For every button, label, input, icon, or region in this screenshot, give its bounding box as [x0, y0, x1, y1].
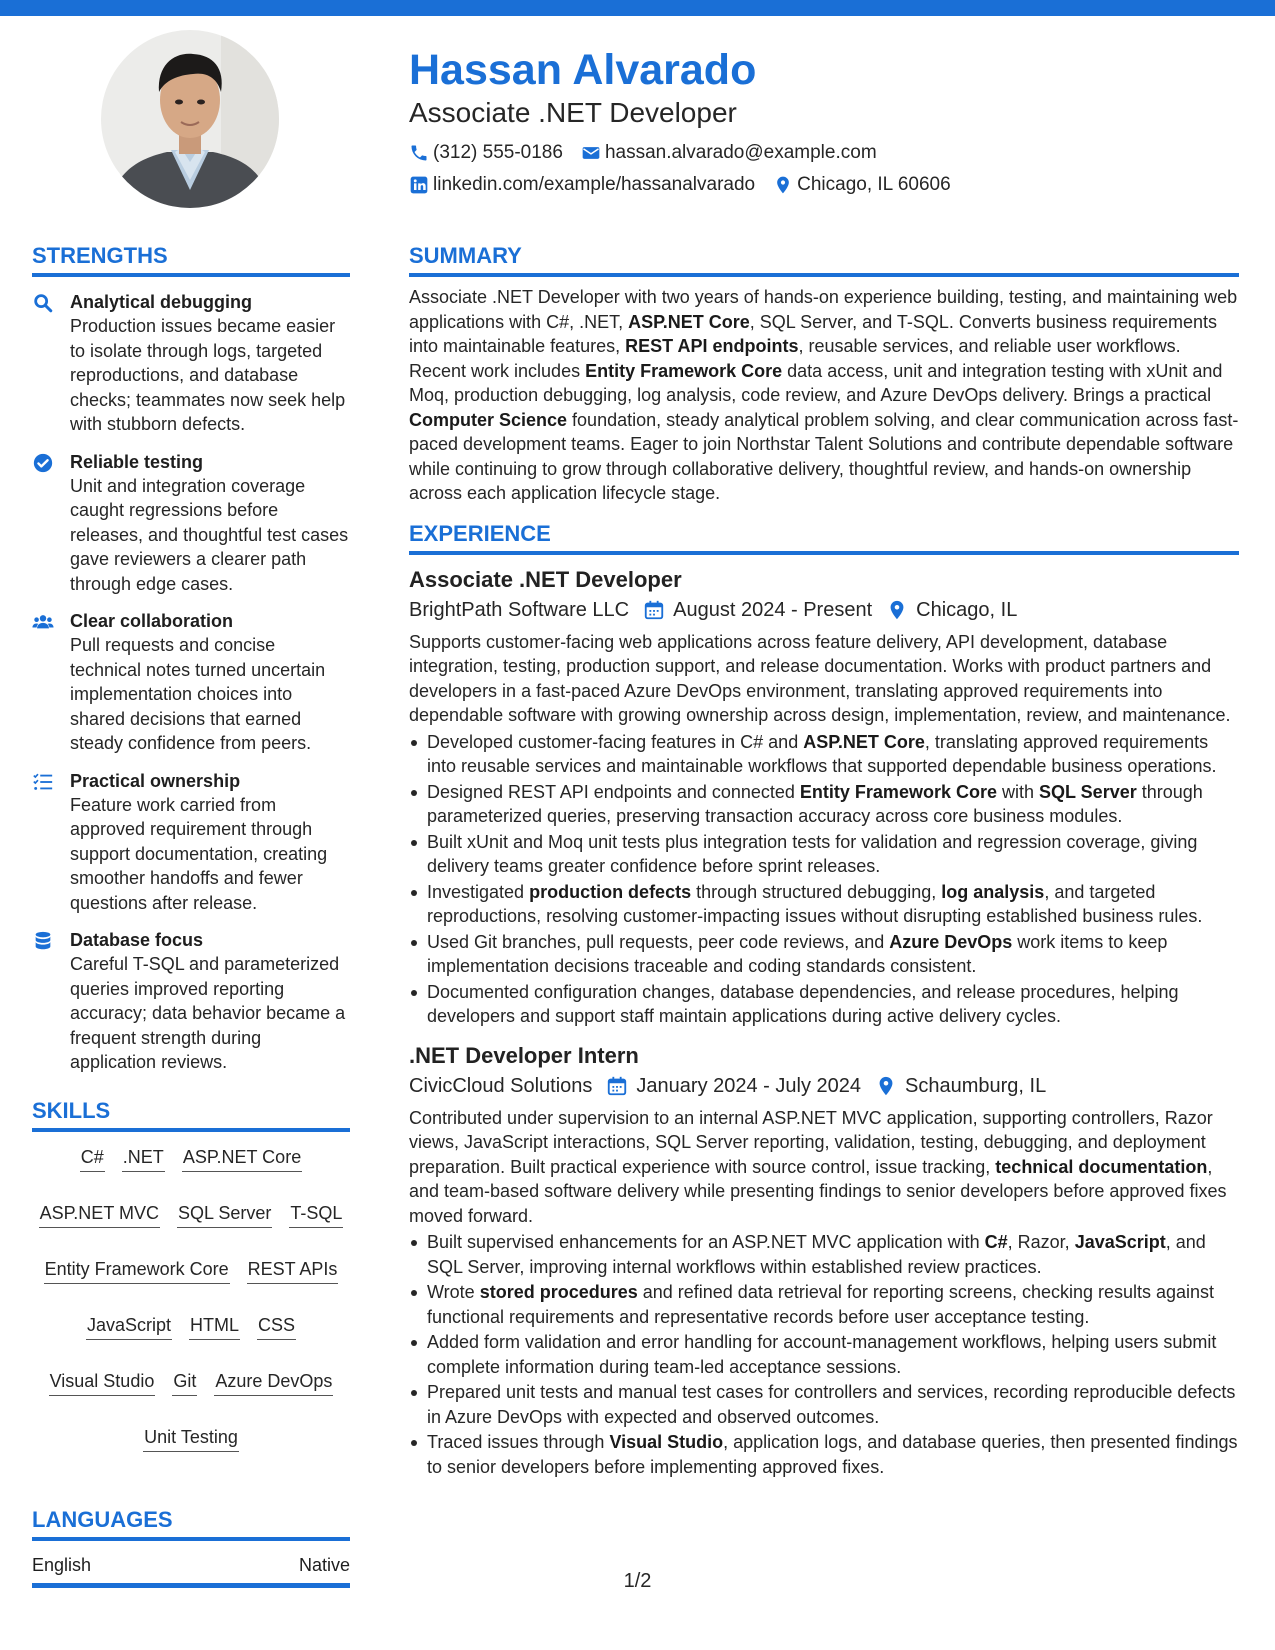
strength-title: Clear collaboration [70, 611, 234, 631]
strength-item [32, 450, 350, 597]
job-meta [409, 595, 1239, 625]
job-dates: January 2024 - July 2024 [636, 1074, 862, 1097]
resume-header [409, 44, 1239, 202]
strength-desc: Feature work carried from approved requirement through support documentation, creating smoother handoffs and fewer questions after release. [70, 794, 328, 913]
job-meta [409, 1071, 1239, 1101]
bullet-item: Wrote stored procedures and refined data retrieval for reporting screens, checking results against functional requirements and representative records before user acceptance testing. [409, 1280, 1239, 1329]
experience-heading: EXPERIENCE [409, 520, 1239, 555]
contact-info [409, 138, 1239, 200]
job-location: Chicago, IL [916, 598, 1018, 621]
strength-item [32, 609, 350, 756]
skill-tag: CSS [257, 1312, 296, 1340]
strength-title: Practical ownership [70, 770, 241, 791]
bullet-item: Designed REST API endpoints and connected Entity Framework Core with SQL Server through parameterized queries, preserving transaction accuracy across core business modules. [409, 780, 1239, 829]
skill-tag: Unit Testing [143, 1424, 239, 1452]
main-column [409, 242, 1239, 1480]
map-pin-icon [875, 1075, 897, 1097]
contact-email[interactable]: hassan.alvarado@example.com [581, 142, 877, 164]
list-check-icon [32, 771, 54, 793]
strength-item [32, 769, 350, 916]
skill-tag: C# [80, 1144, 105, 1172]
summary-heading: SUMMARY [409, 242, 1239, 277]
job-company: CivicCloud Solutions [409, 1074, 593, 1097]
contact-linkedin[interactable]: linkedin.com/example/hassanalvarado [409, 174, 755, 196]
job-dates: August 2024 - Present [673, 598, 873, 621]
candidate-role: Associate .NET Developer [409, 97, 737, 128]
job-company: BrightPath Software LLC [409, 598, 630, 621]
bullet-item: Documented configuration changes, database dependencies, and release procedures, helping developers and support staff maintain applications during active delivery cycles. [409, 980, 1239, 1029]
strength-item [32, 928, 350, 1075]
skill-tag: Git [172, 1368, 197, 1396]
language-name: English [32, 1554, 92, 1575]
summary-text: Associate .NET Developer with two years of hands-on experience building, testing, and maintaining web applications with C#, .NET, ASP.NET Core, SQL Server, and T-SQL. Converts business requirements into maintainable features, REST API endpoints, reusable services, and reliable user workflows. Recent work includes Entity Framework Core data access, unit and integration testing with xUnit and Moq, production debugging, log analysis, code review, and Azure DevOps delivery. Brings a practical Computer Science foundation, steady analytical problem solving, and clear communication across fast-paced development teams. Eager to join Northstar Talent Solutions and contribute dependable software while continuing to grow through collaborative delivery, thoughtful review, and hands-on ownership across each application lifecycle stage. [409, 287, 1239, 503]
bullet-item: Prepared unit tests and manual test cases for controllers and services, recording reproducible defects in Azure DevOps with expected and observed outcomes. [409, 1380, 1239, 1429]
phone-icon [409, 143, 429, 163]
bullet-item: Investigated production defects through structured debugging, log analysis, and targeted reproductions, resolving customer-impacting issues without disrupting established business rules. [409, 880, 1239, 929]
job-title: Associate .NET Developer [409, 566, 682, 592]
bullet-item: Developed customer-facing features in C# and ASP.NET Core, translating approved requirements into reusable services and maintainable workflows that supported dependable business operations. [409, 730, 1239, 779]
strength-item [32, 290, 350, 437]
strength-title: Reliable testing [70, 451, 204, 472]
job-bullets [409, 1230, 1239, 1479]
users-icon [32, 611, 54, 633]
strength-desc: Pull requests and concise technical notes turned uncertain implementation choices into shared decisions that earned steady confidence from peers. [70, 635, 326, 753]
skill-tag: .NET [122, 1144, 165, 1172]
job-title: .NET Developer Intern [409, 1042, 639, 1068]
job-bullets [409, 730, 1239, 1029]
bullet-item: Used Git branches, pull requests, peer code reviews, and Azure DevOps work items to keep implementation decisions traceable and coding standards consistent. [409, 930, 1239, 979]
skill-tag: SQL Server [177, 1200, 272, 1228]
bullet-item: Built xUnit and Moq unit tests plus integration tests for validation and regression coverage, giving delivery teams greater confidence before sprint releases. [409, 830, 1239, 879]
skill-tag: Azure DevOps [214, 1368, 333, 1396]
bullet-item: Added form validation and error handling for account-management workflows, helping users submit complete information during team-led acceptance sessions. [409, 1330, 1239, 1379]
envelope-icon [581, 143, 601, 163]
calendar-icon [643, 599, 665, 621]
strength-desc: Careful T-SQL and parameterized queries improved reporting accuracy; data behavior became a frequent strength during application reviews. [70, 954, 346, 1072]
skill-tag: Entity Framework Core [44, 1256, 230, 1284]
skills-heading: SKILLS [32, 1097, 350, 1132]
strength-title: Database focus [70, 930, 204, 950]
job-location: Schaumburg, IL [905, 1074, 1047, 1097]
skill-tag: Visual Studio [49, 1368, 156, 1396]
contact-phone: (312) 555-0186 [409, 142, 563, 164]
database-icon [32, 930, 54, 952]
job-description: Supports customer-facing web applications across feature delivery, API development, database integration, testing, production support, and release documentation. Works with product partners and developers in a fast-paced Azure DevOps environment, translating approved requirements into dependable software with growing ownership across design, implementation, review, and maintenance. [409, 631, 1231, 725]
top-accent-bar [0, 0, 1275, 16]
linkedin-icon [409, 175, 429, 195]
skill-tag: JavaScript [86, 1312, 172, 1340]
candidate-name: Hassan Alvarado [409, 46, 757, 94]
skill-tag: T-SQL [289, 1200, 343, 1228]
calendar-icon [606, 1075, 628, 1097]
check-circle-icon [32, 452, 54, 474]
job-entry [409, 565, 1239, 1029]
page-number: 1/2 [623, 1570, 652, 1592]
map-pin-icon [773, 175, 793, 195]
skill-tag: REST APIs [247, 1256, 339, 1284]
skill-tag: HTML [189, 1312, 240, 1340]
skills-list [32, 1144, 350, 1466]
job-description: Contributed under supervision to an internal ASP.NET MVC application, supporting controllers, Razor views, JavaScript interactions, SQL Server reporting, validation, testing, debugging, and deployment preparation. Built practical experience with source control, issue tracking, technical documentation, and team-based software delivery while presenting findings to senior developers before approved fixes moved forward. [409, 1107, 1227, 1226]
job-entry [409, 1041, 1239, 1480]
map-pin-icon [886, 599, 908, 621]
bullet-item: Built supervised enhancements for an ASP.NET MVC application with C#, Razor, JavaScript, and SQL Server, improving internal workflows within established review practices. [409, 1230, 1239, 1279]
profile-photo [101, 30, 279, 208]
skill-tag: ASP.NET MVC [39, 1200, 160, 1228]
contact-location: Chicago, IL 60606 [773, 174, 951, 196]
skill-tag: ASP.NET Core [182, 1144, 302, 1172]
language-level: Native [298, 1554, 350, 1575]
strength-title: Analytical debugging [70, 292, 253, 312]
strength-desc: Production issues became easier to isolate through logs, targeted reproductions, and database checks; teammates now seek help with stubborn defects. [70, 316, 346, 434]
left-column [32, 242, 350, 1588]
search-icon [32, 292, 54, 314]
strength-desc: Unit and integration coverage caught regressions before releases, and thoughtful test cases gave reviewers a clearer path through edge cases. [70, 475, 349, 594]
strengths-heading: STRENGTHS [32, 242, 350, 277]
languages-heading: LANGUAGES [32, 1506, 350, 1541]
bullet-item: Traced issues through Visual Studio, application logs, and database queries, then presented findings to senior developers before implementing approved fixes. [409, 1430, 1239, 1479]
